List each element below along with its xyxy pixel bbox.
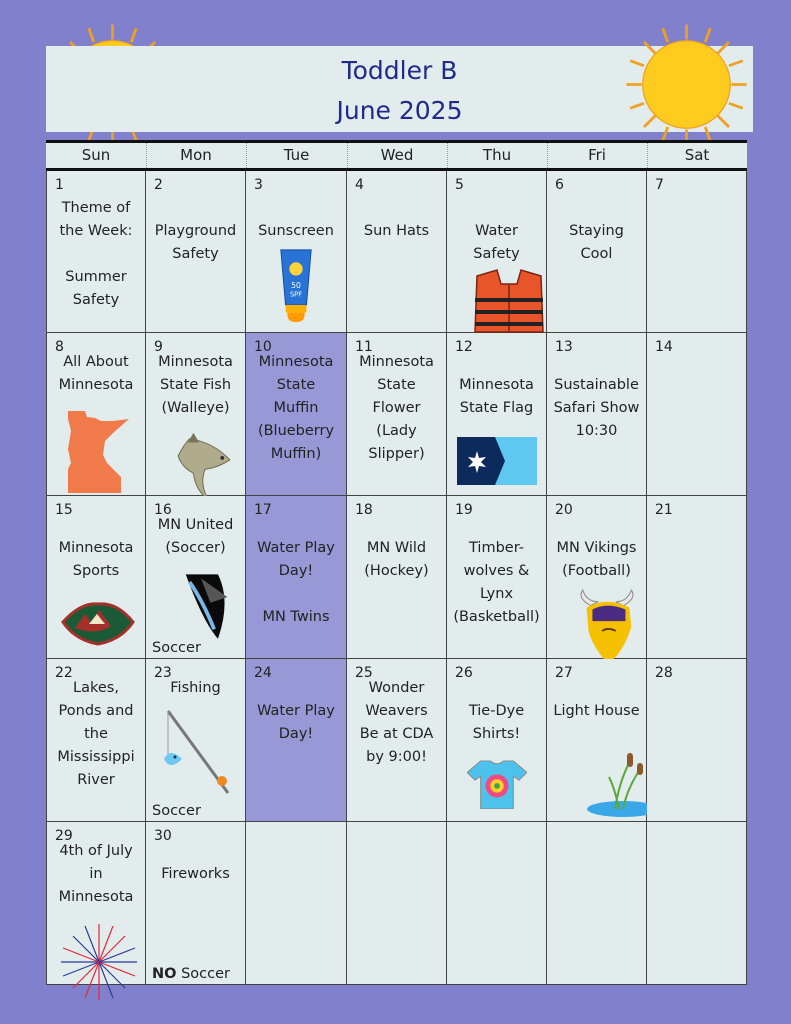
- day-number: 24: [254, 665, 272, 681]
- day-number: 10: [254, 339, 272, 355]
- event-line: Sunscreen: [258, 223, 334, 239]
- day-number: 8: [55, 339, 64, 355]
- event-line: Minnesota: [359, 354, 434, 370]
- day-cell-empty: [647, 822, 747, 985]
- day-cell-24: [246, 659, 347, 822]
- event-text: [449, 374, 544, 420]
- footer-note: [152, 966, 230, 982]
- day-cell-17: [246, 496, 347, 659]
- event-line: Cool: [580, 246, 613, 262]
- day-number: 15: [55, 502, 73, 518]
- event-text: [148, 840, 243, 886]
- event-line: Sustainable: [554, 377, 639, 393]
- day-number: 23: [154, 665, 172, 681]
- day-cell-26: [447, 659, 547, 822]
- life-vest-icon: [469, 266, 549, 336]
- event-line: Lynx: [479, 586, 514, 602]
- event-line: Minnesota: [459, 377, 534, 393]
- minnesota-map-icon: [65, 409, 130, 494]
- event-text: [549, 700, 644, 723]
- event-line: by 9:00!: [366, 749, 427, 765]
- day-cell-19: [447, 496, 547, 659]
- weekday-label-thu: Thu: [482, 146, 512, 164]
- day-cell-empty: [246, 822, 347, 985]
- day-cell-7: [647, 171, 747, 333]
- event-line: State: [276, 377, 316, 393]
- event-line: wolves &: [463, 563, 530, 579]
- day-number: 7: [655, 177, 664, 193]
- event-line: Be at CDA: [359, 726, 434, 742]
- event-line: (Walleye): [161, 400, 230, 416]
- event-line: Wonder: [368, 680, 425, 696]
- day-cell-28: [647, 659, 747, 822]
- event-text: [549, 537, 644, 583]
- event-line: Lakes,: [73, 680, 119, 696]
- day-number: 3: [254, 177, 263, 193]
- event-text: [549, 220, 644, 266]
- fireworks-icon: [57, 920, 141, 1004]
- footer-emphasis: NO: [152, 966, 177, 982]
- day-cell-14: [647, 333, 747, 496]
- divider: [447, 143, 448, 168]
- mn-wild-logo-icon: [61, 600, 135, 648]
- footer-text: Soccer: [152, 803, 201, 819]
- footer-text: Soccer: [176, 966, 230, 982]
- event-line: Ponds and: [58, 703, 134, 719]
- event-line: [148, 840, 243, 863]
- weekday-label-wed: Wed: [380, 146, 414, 164]
- day-number: 21: [655, 502, 673, 518]
- event-text: [449, 220, 544, 266]
- event-text: [349, 677, 444, 769]
- event-line: MN United: [157, 517, 234, 533]
- event-text: [49, 677, 143, 792]
- divider: [46, 140, 747, 143]
- day-cell-22: [46, 659, 146, 822]
- day-number: 20: [555, 502, 573, 518]
- event-line: Minnesota: [258, 354, 334, 370]
- day-number: 17: [254, 502, 272, 518]
- weekday-label-mon: Mon: [180, 146, 212, 164]
- event-line: Water Play: [257, 540, 335, 556]
- event-line: Flower: [372, 400, 421, 416]
- event-line: in: [89, 866, 103, 882]
- event-line: Tie-Dye: [468, 703, 525, 719]
- event-text: [49, 840, 143, 909]
- event-text: [248, 537, 344, 629]
- event-text: [49, 537, 143, 583]
- event-line: Day!: [278, 563, 314, 579]
- event-text: [49, 351, 143, 397]
- event-line: Water Play: [257, 703, 335, 719]
- event-line: (Basketball): [453, 609, 540, 625]
- event-line: Safety: [172, 246, 219, 262]
- event-line: 4th of July: [59, 843, 133, 859]
- day-number: 11: [355, 339, 373, 355]
- event-text: [349, 351, 444, 466]
- event-text: [349, 220, 444, 243]
- weekday-label-sat: Sat: [684, 146, 710, 164]
- month-title: June 2025: [336, 96, 463, 125]
- event-line: MN Twins: [262, 609, 330, 625]
- day-number: 6: [555, 177, 564, 193]
- mn-united-logo-icon: [182, 572, 234, 644]
- event-line: (Soccer): [165, 540, 226, 556]
- day-number: 13: [555, 339, 573, 355]
- day-cell-6: [547, 171, 647, 333]
- event-line: Summer: [65, 269, 127, 285]
- day-cell-20: [547, 496, 647, 659]
- event-line: Day!: [278, 726, 314, 742]
- event-line: Water: [475, 223, 518, 239]
- event-text: [248, 700, 344, 746]
- day-cell-8: [46, 333, 146, 496]
- weekday-label-fri: Fri: [588, 146, 606, 164]
- vikings-logo-icon: [573, 588, 641, 666]
- event-line: Mississippi: [57, 749, 135, 765]
- sun-icon: [624, 22, 749, 147]
- event-line: Playground: [154, 223, 237, 239]
- event-line: State Flag: [459, 400, 534, 416]
- event-line: (Hockey): [364, 563, 429, 579]
- event-line: Theme of: [61, 200, 131, 216]
- minnesota-flag-icon: [457, 437, 537, 485]
- day-cell-5: [447, 171, 547, 333]
- event-line: (Football): [562, 563, 631, 579]
- calendar-grid: [46, 140, 747, 985]
- event-line: State Fish: [159, 377, 232, 393]
- event-text: [449, 537, 544, 629]
- footer-note: [152, 803, 201, 819]
- day-cell-9: [146, 333, 246, 496]
- divider: [347, 143, 348, 168]
- day-cell-2: [146, 171, 246, 333]
- day-cell-25: [347, 659, 447, 822]
- day-cell-16: [146, 496, 246, 659]
- day-cell-1: [46, 171, 146, 333]
- event-line: Minnesota: [158, 354, 233, 370]
- event-line: Minnesota: [58, 377, 134, 393]
- divider: [547, 143, 548, 168]
- day-cell-empty: [547, 822, 647, 985]
- event-line: State: [377, 377, 416, 393]
- day-number: 2: [154, 177, 163, 193]
- event-text: [549, 374, 644, 443]
- day-number: 12: [455, 339, 473, 355]
- day-cell-11: [347, 333, 447, 496]
- event-line: [49, 243, 143, 266]
- divider: [647, 143, 648, 168]
- day-cell-21: [647, 496, 747, 659]
- day-number: 4: [355, 177, 364, 193]
- day-number: 18: [355, 502, 373, 518]
- day-cell-23: [146, 659, 246, 822]
- event-line: Minnesota: [58, 540, 134, 556]
- weekday-label-tue: Tue: [283, 146, 310, 164]
- event-text: [248, 220, 344, 243]
- class-title: Toddler B: [341, 56, 458, 85]
- event-line: River: [77, 772, 115, 788]
- event-text: [449, 700, 544, 746]
- event-line: Staying: [569, 223, 624, 239]
- event-line: Light House: [553, 703, 640, 719]
- divider: [246, 143, 247, 168]
- day-number: 14: [655, 339, 673, 355]
- day-cell-empty: [447, 822, 547, 985]
- event-line: (Lady: [376, 423, 417, 439]
- day-cell-empty: [347, 822, 447, 985]
- event-line: MN Vikings: [556, 540, 637, 556]
- day-cell-3: [246, 171, 347, 333]
- event-line: Sports: [72, 563, 120, 579]
- day-cell-18: [347, 496, 447, 659]
- day-number: 30: [154, 828, 172, 844]
- event-text: [49, 197, 143, 312]
- svg-text:SPF: SPF: [289, 290, 303, 299]
- event-line: Fishing: [170, 680, 221, 696]
- event-line: the: [84, 726, 108, 742]
- day-cell-15: [46, 496, 146, 659]
- day-cell-29: [46, 822, 146, 985]
- day-number: 1: [55, 177, 64, 193]
- day-number: 9: [154, 339, 163, 355]
- day-number: 5: [455, 177, 464, 193]
- event-line: Timber-: [469, 540, 524, 556]
- day-number: 19: [455, 502, 473, 518]
- event-line: Slipper): [368, 446, 425, 462]
- event-line: Shirts!: [472, 726, 521, 742]
- event-line: Muffin: [273, 400, 319, 416]
- event-line: All About: [63, 354, 129, 370]
- event-line: the Week:: [59, 223, 133, 239]
- event-line: [248, 583, 344, 606]
- svg-text:50: 50: [291, 280, 301, 290]
- walleye-fish-icon: [170, 431, 238, 503]
- event-line: (Blueberry: [257, 423, 335, 439]
- fishing-rod-icon: [162, 707, 236, 799]
- day-number: 29: [55, 828, 73, 844]
- footer-text: Soccer: [152, 640, 201, 656]
- sunscreen-tube-icon: [277, 246, 315, 326]
- day-number: 16: [154, 502, 172, 518]
- event-line: Minnesota: [58, 889, 134, 905]
- day-cell-30: [146, 822, 246, 985]
- event-line: Safety: [72, 292, 120, 308]
- day-number: 26: [455, 665, 473, 681]
- day-number: 22: [55, 665, 73, 681]
- event-line: Weavers: [365, 703, 428, 719]
- event-line: Muffin): [270, 446, 322, 462]
- event-text: [248, 351, 344, 466]
- day-cell-12: [447, 333, 547, 496]
- day-number: 28: [655, 665, 673, 681]
- event-line: Safety: [473, 246, 520, 262]
- event-line: Safari Show: [553, 400, 640, 416]
- weekday-label-sun: Sun: [81, 146, 111, 164]
- event-text: [148, 220, 243, 266]
- event-text: [148, 677, 243, 700]
- event-line: Fireworks: [161, 866, 230, 882]
- event-line: 10:30: [575, 423, 618, 439]
- event-text: [349, 537, 444, 583]
- event-text: [148, 351, 243, 420]
- event-text: [148, 514, 243, 560]
- event-line: Sun Hats: [363, 223, 430, 239]
- day-number: 27: [555, 665, 573, 681]
- day-cell-10: [246, 333, 347, 496]
- tie-dye-shirt-icon: [467, 759, 527, 809]
- event-line: MN Wild: [366, 540, 427, 556]
- day-cell-13: [547, 333, 647, 496]
- footer-note: [152, 640, 201, 656]
- divider: [146, 143, 147, 168]
- day-number: 25: [355, 665, 373, 681]
- day-cell-27: [547, 659, 647, 822]
- day-cell-4: [347, 171, 447, 333]
